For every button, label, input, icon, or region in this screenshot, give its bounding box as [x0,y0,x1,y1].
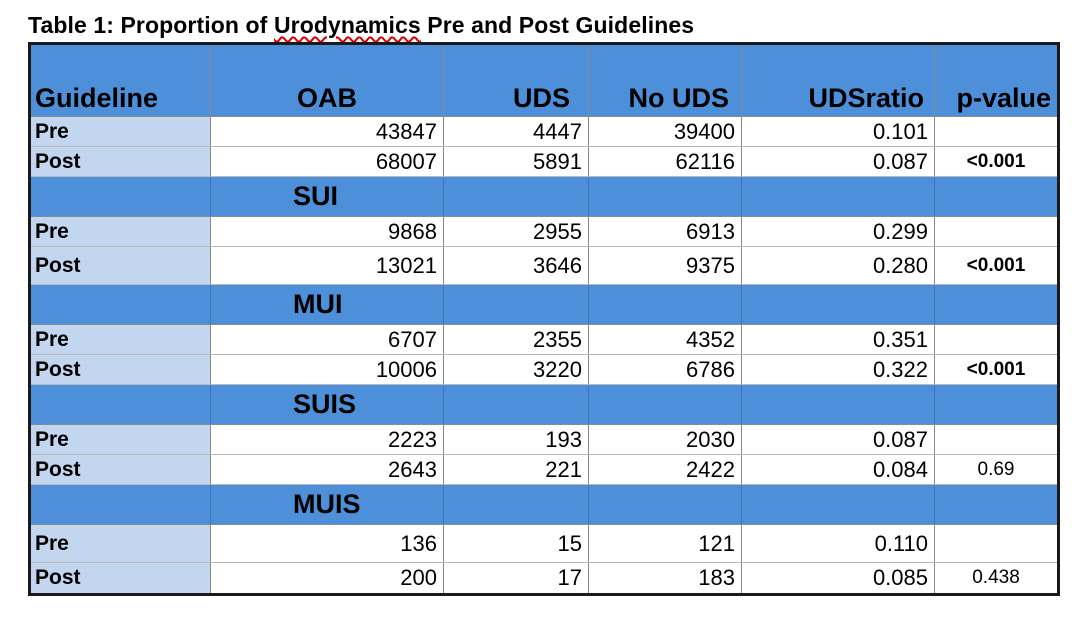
uds-ratio-cell: 0.280 [742,247,935,284]
oab-cell: 43847 [211,117,444,146]
oab-cell: 9868 [211,217,444,246]
no-uds-cell: 39400 [589,117,742,146]
uds-ratio-cell: 0.084 [742,455,935,484]
guideline-cell: Post [31,355,211,384]
group-cell [742,485,935,524]
p-value-cell [935,325,1057,354]
oab-cell: 10006 [211,355,444,384]
guideline-cell: Post [31,455,211,484]
oab-cell: 13021 [211,247,444,284]
p-value-cell: <0.001 [966,358,1026,380]
table-row [31,217,1057,247]
group-cell [589,485,742,524]
table-row [31,425,1057,455]
table-row [31,117,1057,147]
group-cell [589,285,742,324]
group-row [31,285,1057,325]
guideline-cell: Pre [31,425,211,454]
uds-cell: 3220 [444,355,589,384]
uds-cell: 5891 [444,147,589,176]
oab-cell: 2223 [211,425,444,454]
p-value-cell: 0.438 [972,567,1020,588]
p-value-cell: <0.001 [966,150,1026,172]
group-cell [444,177,589,216]
group-row [31,177,1057,217]
group-row [31,485,1057,525]
group-cell [31,485,211,524]
oab-cell: 6707 [211,325,444,354]
no-uds-cell: 2422 [589,455,742,484]
guideline-cell: Post [31,147,211,176]
header-uds: UDS [444,45,589,116]
uds-cell: 221 [444,455,589,484]
table-row [31,247,1057,285]
group-cell [31,385,211,424]
caption-suffix: Pre and Post Guidelines [420,12,695,38]
group-label: MUIS [211,485,444,524]
group-row [31,385,1057,425]
no-uds-cell: 62116 [589,147,742,176]
guideline-cell: Pre [31,325,211,354]
group-cell [742,385,935,424]
group-cell [935,485,1057,524]
group-cell [444,285,589,324]
p-value-cell [935,117,1057,146]
uds-ratio-cell: 0.085 [742,563,935,593]
no-uds-cell: 6913 [589,217,742,246]
group-cell [444,385,589,424]
no-uds-cell: 6786 [589,355,742,384]
group-cell [935,385,1057,424]
group-cell [31,177,211,216]
group-cell [444,485,589,524]
p-value-cell [935,425,1057,454]
uds-ratio-cell: 0.351 [742,325,935,354]
uds-cell: 2955 [444,217,589,246]
group-label: SUIS [211,385,444,424]
no-uds-cell: 4352 [589,325,742,354]
header-p-value: p-value [935,45,1057,116]
table-row [31,563,1057,593]
no-uds-cell: 9375 [589,247,742,284]
uds-ratio-cell: 0.110 [742,525,935,562]
group-cell [935,177,1057,216]
group-label: MUI [211,285,444,324]
group-label: SUI [211,177,444,216]
no-uds-cell: 121 [589,525,742,562]
oab-cell: 68007 [211,147,444,176]
guideline-cell: Pre [31,525,211,562]
p-value-cell [935,217,1057,246]
uds-ratio-cell: 0.299 [742,217,935,246]
guideline-cell: Post [31,563,211,593]
p-value-cell [935,525,1057,562]
oab-cell: 2643 [211,455,444,484]
header-oab: OAB [211,45,444,116]
table-row [31,525,1057,563]
table-row [31,325,1057,355]
group-cell [589,177,742,216]
header-no-uds: No UDS [589,45,742,116]
uds-cell: 3646 [444,247,589,284]
table-row [31,455,1057,485]
group-cell [589,385,742,424]
uds-ratio-cell: 0.087 [742,147,935,176]
p-value-cell: 0.69 [977,458,1015,480]
header-row [31,45,1057,117]
uds-cell: 2355 [444,325,589,354]
uds-ratio-cell: 0.087 [742,425,935,454]
uds-ratio-cell: 0.322 [742,355,935,384]
uds-cell: 4447 [444,117,589,146]
urodynamics-table [28,42,1060,596]
header-uds-ratio: UDSratio [742,45,935,116]
table-row [31,355,1057,385]
uds-ratio-cell: 0.101 [742,117,935,146]
no-uds-cell: 183 [589,563,742,593]
uds-cell: 15 [444,525,589,562]
caption-prefix: Table 1: Proportion of [28,12,274,38]
guideline-cell: Pre [31,217,211,246]
uds-cell: 193 [444,425,589,454]
header-guideline: Guideline [31,45,211,116]
no-uds-cell: 2030 [589,425,742,454]
group-cell [31,285,211,324]
table-caption [28,12,694,39]
guideline-cell: Post [31,247,211,284]
p-value-cell: <0.001 [966,254,1026,276]
caption-misspelled-word: Urodynamics [273,12,421,38]
oab-cell: 136 [211,525,444,562]
oab-cell: 200 [211,563,444,593]
uds-cell: 17 [444,563,589,593]
group-cell [935,285,1057,324]
guideline-cell: Pre [31,117,211,146]
group-cell [742,285,935,324]
table-row [31,147,1057,177]
group-cell [742,177,935,216]
